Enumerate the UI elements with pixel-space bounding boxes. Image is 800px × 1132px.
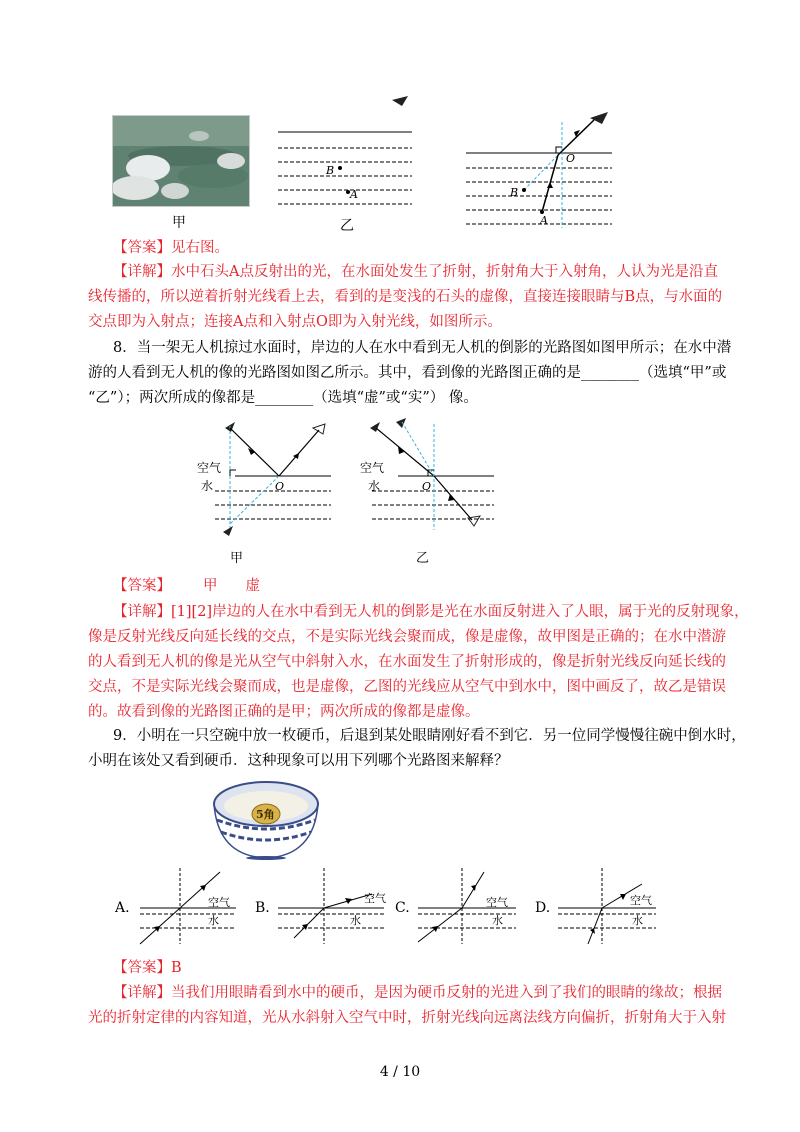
air-label: 空气 xyxy=(364,892,386,905)
caption-yi: 乙 xyxy=(416,551,430,566)
photo-stones-in-water xyxy=(112,115,250,207)
option-a-letter[interactable]: A. xyxy=(115,900,130,916)
detail-q8-line-1: 【详解】[1][2]岸边的人在水中看到无人机的倒影是光在水面反射进入了人眼，属于光的反射现象， xyxy=(113,604,749,620)
caption-jia: 甲 xyxy=(230,551,244,566)
diagram-answer-q7 xyxy=(462,108,622,233)
air-label: 空气 xyxy=(630,894,652,907)
option-b-diagram[interactable] xyxy=(272,868,392,946)
detail-q7-line-1: 【详解】水中石头A点反射出的光，在水面处发生了折射，折射角大于入射角，人认为光是沿直 xyxy=(113,264,718,280)
diagram-q8-jia xyxy=(195,418,335,568)
answer-q8: 【答案】 甲 虚 xyxy=(113,578,260,594)
air-label: 空气 xyxy=(486,896,508,909)
answer-q9: 【答案】B xyxy=(113,960,182,976)
point-b-label: B xyxy=(510,186,519,199)
option-c-letter[interactable]: C. xyxy=(395,900,410,916)
detail-q9-line-2: 光的折射定律的内容知道，光从水斜射入空气中时，折射光线向远离法线方向偏折，折射角大于入射 xyxy=(88,1010,726,1026)
coin-label: 5角 xyxy=(256,808,275,821)
air-label: 空气 xyxy=(197,461,222,475)
bowl-with-coin-image xyxy=(210,778,322,860)
caption-yi: 乙 xyxy=(340,218,354,234)
water-label: 水 xyxy=(350,914,361,927)
water-label: 水 xyxy=(632,914,643,927)
page-number: 4 / 10 xyxy=(379,1064,421,1080)
water-label: 水 xyxy=(201,479,214,493)
answer-q8-value-2: 虚 xyxy=(245,578,260,594)
q9-question-line-2: 小明在该处又看到硬币．这种现象可以用下列哪个光路图来解释？ xyxy=(88,753,509,769)
point-a-label: A xyxy=(350,188,358,201)
water-label: 水 xyxy=(208,914,219,927)
point-b-label: B xyxy=(326,164,335,177)
answer-q8-value-1: 甲 xyxy=(203,578,218,594)
detail-q8-line-2: 像是反射光线反向延长线的交点，不是实际光线会聚而成，像是虚像，故甲图是正确的；在水中潜游 xyxy=(88,629,726,645)
q8-question-line-2: 游的人看到无人机的像的光路图如图乙所示。其中，看到像的光路图正确的是________（选填“甲”或 xyxy=(88,365,727,381)
point-o-label: O xyxy=(422,480,432,493)
eye-icon xyxy=(392,96,408,106)
option-b-letter[interactable]: B. xyxy=(255,900,270,916)
diagram-q8-yi xyxy=(358,418,498,568)
point-a-label: A xyxy=(540,214,548,227)
point-o-label: O xyxy=(275,480,285,493)
detail-q8-line-3: 的人看到无人机的像是光从空气中斜射入水，在水面发生了折射形成的，像是折射光线反向延长线的 xyxy=(88,654,726,670)
air-label: 空气 xyxy=(208,896,230,909)
q9-question-line-1: 9．小明在一只空碗中放一枚硬币，后退到某处眼睛刚好看不到它．另一位同学慢慢往碗中倒水时， xyxy=(113,728,746,744)
detail-q7-line-3: 交点即为入射点；连接A点和入射点O即为入射光线，如图所示。 xyxy=(88,314,502,330)
q8-question-line-3: “乙”）；两次所成的像都是________（选填“虚”或“实”） 像。 xyxy=(88,390,478,406)
answer-q7: 【答案】见右图。 xyxy=(113,240,229,256)
detail-q8-line-5: 的。故看到像的光路图正确的是甲；两次所成的像都是虚像。 xyxy=(88,704,480,720)
detail-q8-line-4: 交点，不是实际光线会聚而成，也是虚像，乙图的光线应从空气中到水中，图中画反了，故乙是错误 xyxy=(88,679,726,695)
diagram-yi xyxy=(270,92,420,217)
eye-icon xyxy=(313,424,325,434)
point-o-label: O xyxy=(566,152,576,165)
eye-icon xyxy=(468,516,480,526)
drone-image-icon xyxy=(223,526,233,536)
detail-q7-line-2: 线传播的，所以逆着折射光线看上去，看到的是变浅的石头的虚像，直接连接眼睛与B点，与水面的 xyxy=(88,289,723,305)
option-a-diagram[interactable] xyxy=(132,868,242,946)
detail-q9-line-1: 【详解】当我们用眼睛看到水中的硬币，是因为硬币反射的光进入到了我们的眼睛的缘故；根据 xyxy=(113,985,722,1001)
option-d-letter[interactable]: D. xyxy=(535,900,551,916)
water-label: 水 xyxy=(492,914,503,927)
option-d-diagram[interactable] xyxy=(552,868,664,946)
water-label: 水 xyxy=(368,479,381,493)
option-c-diagram[interactable] xyxy=(412,868,524,946)
air-label: 空气 xyxy=(360,461,385,475)
q8-question-line-1: 8．当一架无人机掠过水面时，岸边的人在水中看到无人机的倒影的光路图如图甲所示；在水中潜 xyxy=(113,340,732,356)
caption-jia: 甲 xyxy=(172,215,186,231)
